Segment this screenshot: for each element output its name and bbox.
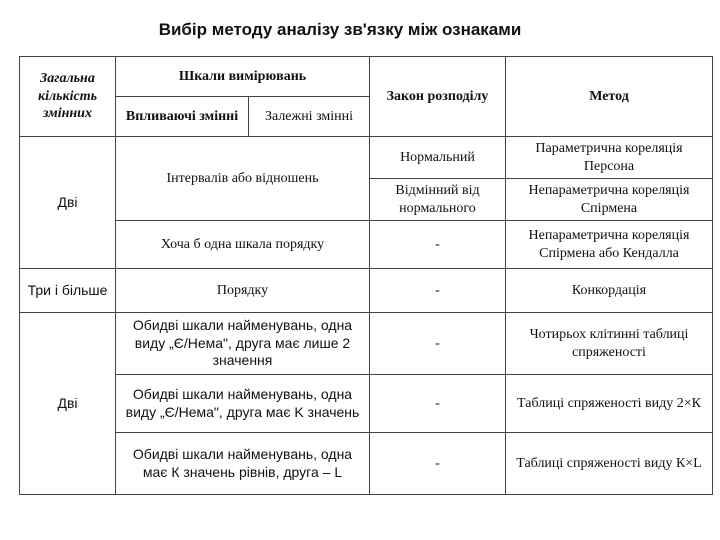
cell-concordance: Конкордація	[506, 269, 713, 313]
cell-two-vars: Дві	[20, 137, 116, 269]
cell-fourfold: Чотирьох клітинні таблиці спряженості	[506, 313, 713, 375]
header-distribution: Закон розподілу	[370, 57, 506, 137]
cell-dash: -	[370, 269, 506, 313]
cell-nominal-kl: Обидві шкали найменувань, одна має К значень рівнів, друга – L	[116, 433, 370, 495]
cell-nominal-2: Обидві шкали найменувань, одна виду „Є/Нема", друга має лише 2 значення	[116, 313, 370, 375]
cell-dash: -	[370, 313, 506, 375]
header-scales: Шкали вимірювань	[116, 57, 370, 97]
cell-two-vars-nominal: Дві	[20, 313, 116, 495]
cell-normal: Нормальний	[370, 137, 506, 179]
cell-table-kl: Таблиці спряженості виду К×L	[506, 433, 713, 495]
cell-spearman-kendall: Непараметрична кореляція Спірмена або Кендалла	[506, 221, 713, 269]
cell-dash: -	[370, 375, 506, 433]
cell-non-normal: Відмінний від нормального	[370, 179, 506, 221]
header-influencing: Впливаючі змінні	[116, 97, 249, 137]
cell-order-scale: Порядку	[116, 269, 370, 313]
method-selection-table	[19, 56, 713, 495]
cell-pearson: Параметрична кореляція Персона	[506, 137, 713, 179]
header-total-vars: Загальна кількість змінних	[20, 57, 116, 137]
page-title: Вибір методу аналізу зв'язку між ознаками	[158, 20, 522, 39]
header-method: Метод	[506, 57, 713, 137]
cell-ordinal-one: Хоча б одна шкала порядку	[116, 221, 370, 269]
cell-dash: -	[370, 433, 506, 495]
cell-spearman: Непараметрична кореляція Спірмена	[506, 179, 713, 221]
cell-dash: -	[370, 221, 506, 269]
cell-nominal-k: Обидві шкали найменувань, одна виду „Є/Нема", друга має K значень	[116, 375, 370, 433]
cell-table-2k: Таблиці спряженості виду 2×К	[506, 375, 713, 433]
header-dependent: Залежні змінні	[249, 97, 370, 137]
cell-interval-scale: Інтервалів або відношень	[116, 137, 370, 221]
cell-three-more: Три і більше	[20, 269, 116, 313]
